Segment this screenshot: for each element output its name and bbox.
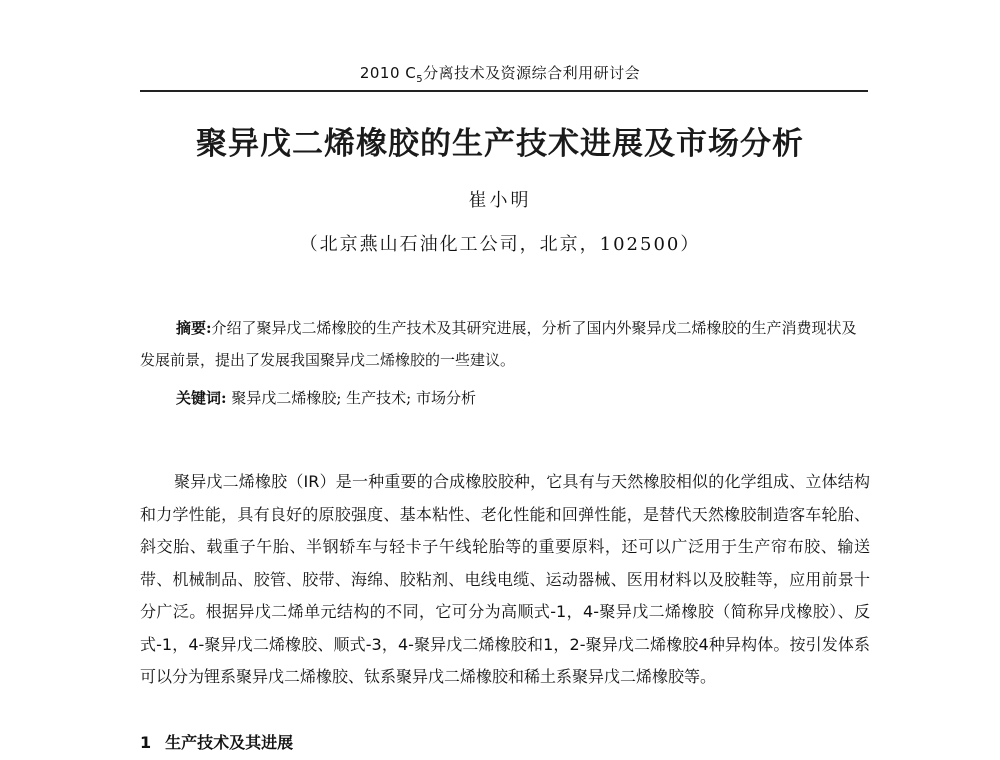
section-title: 生产技术及其进展 — [165, 733, 294, 752]
author-affiliation: （北京燕山石油化工公司，北京，102500） — [299, 234, 701, 255]
keywords — [176, 382, 876, 414]
abstract — [140, 312, 870, 376]
conference-name: 分离技术及资源综合利用研讨会 — [423, 64, 641, 82]
keywords-label: 关键词: — [176, 389, 227, 407]
section-number: 1 — [140, 733, 152, 752]
conference-subscript: 5 — [416, 74, 424, 85]
header-rule — [140, 90, 868, 92]
keywords-text: 聚异戊二烯橡胶; 生产技术; 市场分析 — [231, 389, 476, 407]
author-name: 崔小明 — [468, 190, 532, 211]
running-header — [0, 62, 1000, 85]
paper-title: 聚异戊二烯橡胶的生产技术进展及市场分析 — [196, 126, 804, 162]
abstract-label: 摘要: — [176, 319, 212, 337]
section-heading — [140, 730, 293, 753]
abstract-text: 介绍了聚异戊二烯橡胶的生产技术及其研究进展，分析了国内外聚异戊二烯橡胶的生产消费现状及发展前景，提出了发展我国聚异戊二烯橡胶的一些建议。 — [140, 319, 857, 369]
body-paragraph: 聚异戊二烯橡胶（IR）是一种重要的合成橡胶胶种，它具有与天然橡胶相似的化学组成、立体结构和力学性能，具有良好的原胶强度、基本粘性、老化性能和回弹性能，是替代天然橡胶制造客车轮胎、斜交胎、载重子午胎、半钢轿车与轻卡子午线轮胎等的重要原料，还可以广泛用于生产帘布胶、输送带、机械制品、胶管、胶带、海绵、胶粘剂、电线电缆、运动器械、医用材料以及胶鞋等，应用前景十分广泛。根据异戊二烯单元结构的不同，它可分为高顺式-1，4-聚异戊二烯橡胶（简称异戊橡胶）、反式-1，4-聚异戊二烯橡胶、顺式-3，4-聚异戊二烯橡胶和1，2-聚异戊二烯橡胶4种异构体。按引发体系可以分为锂系聚异戊二烯橡胶、钛系聚异戊二烯橡胶和稀土系聚异戊二烯橡胶等。 — [140, 472, 870, 686]
conference-prefix: 2010 C — [359, 64, 417, 82]
